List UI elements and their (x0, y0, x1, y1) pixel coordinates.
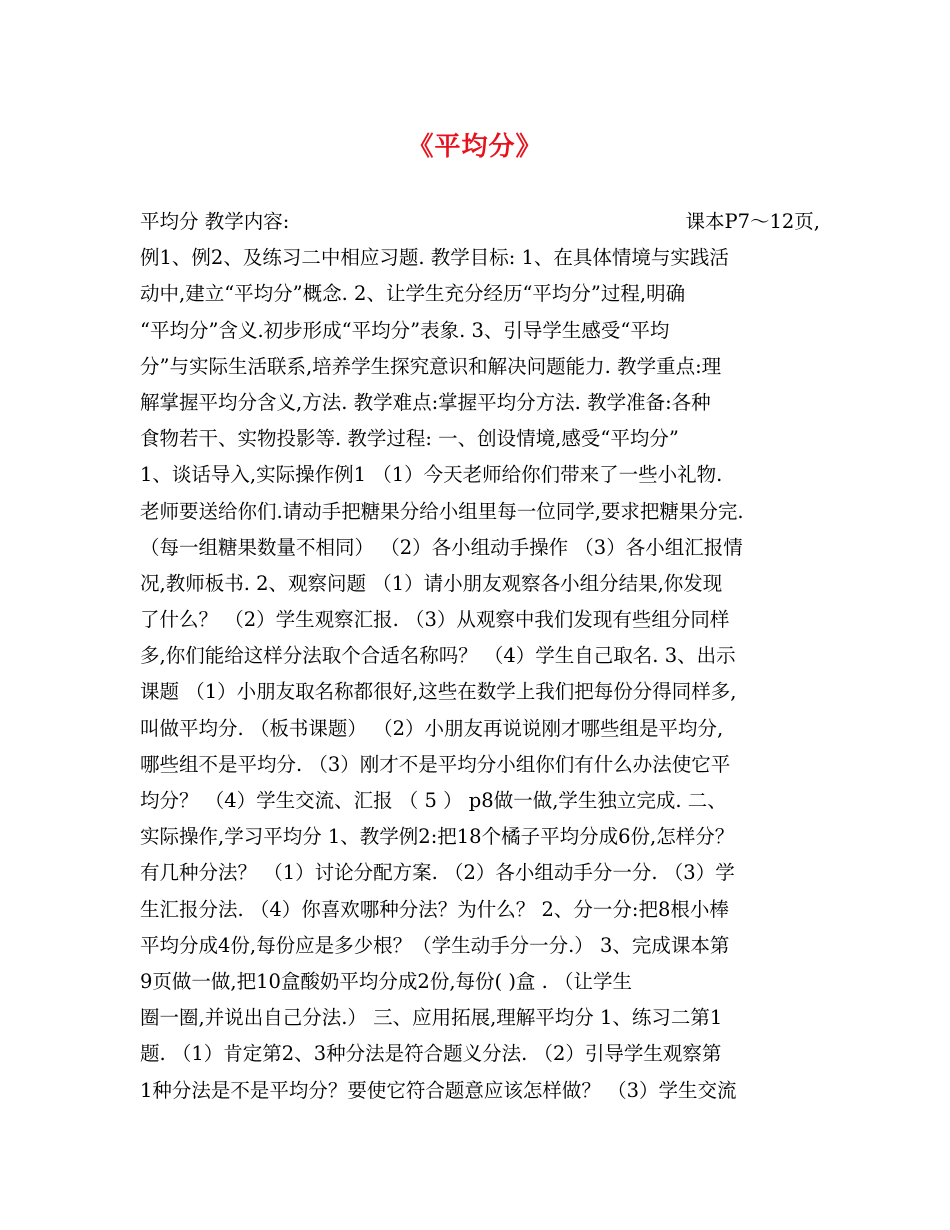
body-line: 有几种分法？ （1）讨论分配方案. （2）各小组动手分一分. （3）学 (140, 861, 735, 885)
body-line: 例1、例2、及练习二中相应习题. 教学目标: 1、在具体情境与实践活 (140, 246, 729, 270)
body-line: 况,教师板书. 2、观察问题 （1）请小朋友观察各小组分结果,你发现 (140, 571, 723, 595)
body-line: 实际操作,学习平均分 1、教学例2:把18个橘子平均分成6份,怎样分？ (140, 825, 735, 849)
body-line: 圈一圈,并说出自己分法.） 三、应用拓展,理解平均分 1、练习二第1 (140, 1006, 723, 1030)
header-right-text: 课本P7～12页, (685, 210, 820, 233)
body-line: 叫做平均分. （板书课题） （2）小朋友再说说刚才哪些组是平均分, (140, 716, 724, 740)
body-line: （每一组糖果数量不相同） （2）各小组动手操作 （3）各小组汇报情 (140, 535, 743, 559)
body-line: 生汇报分法. （4）你喜欢哪种分法？为什么？ 2、分一分:把8根小棒 (140, 897, 729, 921)
body-line: 均分？ （4）学生交流、汇报 （ 5 ） p8做一做,学生独立完成. 二、 (140, 789, 727, 812)
body-line: 平均分成4份,每份应是多少根？（学生动手分一分.） 3、完成课本第 (140, 933, 730, 957)
body-line: 9页做一做,把10盒酸奶平均分成2份,每份( )盒 . （让学生 (140, 969, 633, 993)
body-line: 1种分法是不是平均分？要使它符合题意应该怎样做？ （3）学生交流 (140, 1078, 737, 1102)
body-line: 分”与实际生活联系,培养学生探究意识和解决问题能力. 教学重点:理 (140, 354, 722, 378)
body-line: 哪些组不是平均分. （3）刚才不是平均分小组你们有什么办法使它平 (140, 752, 731, 776)
body-line: “平均分”含义.初步形成“平均分”表象. 3、引导学生感受“平均 (140, 318, 670, 342)
body-line: 了什么？ （2）学生观察汇报. （3）从观察中我们发现有些组分同样 (140, 608, 730, 632)
body-line: 食物若干、实物投影等. 教学过程: 一、创设情境,感受“平均分” (140, 427, 679, 451)
document-body (140, 204, 820, 1109)
document-title: 《平均分》 (407, 132, 543, 162)
body-line: 解掌握平均分含义,方法. 教学难点:掌握平均分方法. 教学准备:各种 (140, 390, 711, 414)
body-line: 题. （1）肯定第2、3种分法是符合题义分法. （2）引导学生观察第 (140, 1042, 722, 1066)
body-line-header (140, 204, 820, 240)
header-left-text: 平均分 教学内容: (140, 210, 290, 233)
body-line: 动中,建立“平均分”概念. 2、让学生充分经历“平均分”过程,明确 (140, 282, 686, 306)
body-line: 老师要送给你们.请动手把糖果分给小组里每一位同学,要求把糖果分完. (140, 499, 744, 523)
body-line: 1、谈话导入,实际操作例1 （1）今天老师给你们带来了一些小礼物. (140, 463, 723, 487)
body-line: 课题 （1）小朋友取名称都很好,这些在数学上我们把每份分得同样多, (140, 680, 737, 704)
body-line: 多,你们能给这样分法取个合适名称吗？ （4）学生自己取名. 3、出示 (140, 644, 736, 668)
